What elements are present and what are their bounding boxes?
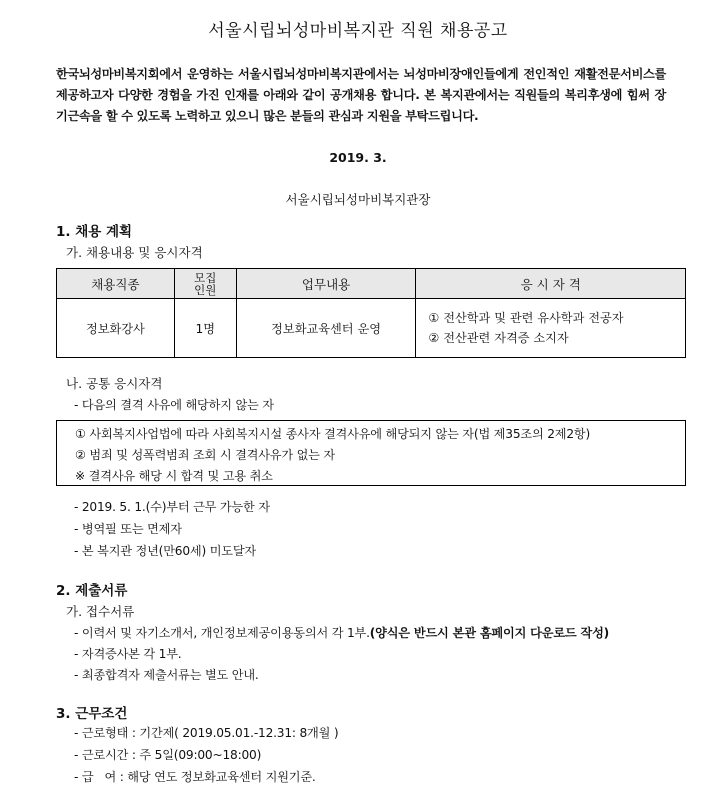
- cell-count: 1명: [174, 299, 236, 358]
- intro-paragraph: 한국뇌성마비복지회에서 운영하는 서울시립뇌성마비복지관에서는 뇌성마비장애인들에게 전인적인 재활전문서비스를 제공하고자 다양한 경험을 가진 인재를 아래와 같이 공개채용 합니다. 본 복지관에서는 직원들의 복리후생에 힘써 장기근속을 할 수 있도록 노력하고 있으니 많은 분들의 관심과 지원을 부탁드립니다.: [56, 67, 666, 123]
- section-1-sub-a: 가. 채용내용 및 응시자격: [66, 245, 203, 260]
- list-item: - 근로형태 : 기간제( 2019.05.01.-12.31: 8개월 ): [74, 726, 339, 740]
- section-2-sub-a: 가. 접수서류: [66, 604, 135, 619]
- section-3-heading: 3. 근무조건: [56, 706, 128, 722]
- qualification-item: ① 전산학과 및 관련 유사학과 전공자: [428, 311, 624, 325]
- list-item: - 자격증사본 각 1부.: [74, 647, 182, 661]
- box-item: ① 사회복지사업법에 따라 사회복지시설 종사자 결격사유에 해당되지 않는 자(법 제35조의 2제2항): [75, 427, 590, 441]
- section-1-heading: 1. 채용 계획: [56, 224, 133, 240]
- box-item: ② 범죄 및 성폭력범죄 조회 시 결격사유가 없는 자: [75, 448, 336, 462]
- notice-date: 2019. 3.: [329, 150, 387, 165]
- list-item: [74, 624, 609, 641]
- list-item: - 병역필 또는 면제자: [74, 522, 182, 536]
- documents-item-emphasis: (양식은 반드시 본관 홈페이지 다운로드 작성): [369, 626, 610, 640]
- list-item: - 근로시간 : 주 5일(09:00~18:00): [74, 748, 262, 762]
- cell-job: 정보화강사: [57, 299, 175, 358]
- list-item: - 2019. 5. 1.(수)부터 근무 가능한 자: [74, 500, 270, 514]
- recruitment-table: [56, 268, 686, 358]
- document-title: 서울시립뇌성마비복지관 직원 채용공고: [208, 21, 508, 41]
- header-job-type: 채용직종: [57, 269, 175, 299]
- list-item: - 급 여 : 해당 연도 정보화교육센터 지원기준.: [74, 770, 316, 784]
- table-header-row: [57, 269, 686, 299]
- header-qualifications: 응 시 자 격: [416, 269, 686, 299]
- cell-duty: 정보화교육센터 운영: [236, 299, 416, 358]
- section-1-sub-b: 나. 공통 응시자격: [66, 376, 163, 391]
- section-2-heading: 2. 제출서류: [56, 583, 128, 599]
- header-duty: 업무내용: [236, 269, 416, 299]
- cell-qualifications: [416, 299, 686, 358]
- disqualification-box: [56, 420, 686, 486]
- header-headcount: [174, 269, 236, 299]
- list-item: - 최종합격자 제출서류는 별도 안내.: [74, 668, 259, 682]
- sub-b-item: - 다음의 결격 사유에 해당하지 않는 자: [74, 398, 274, 412]
- header-headcount-label: 모집인원: [194, 270, 217, 297]
- issuer-name: 서울시립뇌성마비복지관장: [285, 192, 431, 207]
- box-item: ※ 결격사유 해당 시 합격 및 고용 취소: [75, 469, 273, 483]
- documents-item-text: - 이력서 및 자기소개서, 개인정보제공이용동의서 각 1부.: [74, 626, 370, 640]
- qualification-item: ② 전산관련 자격증 소지자: [428, 331, 569, 345]
- list-item: - 본 복지관 정년(만60세) 미도달자: [74, 544, 256, 558]
- table-row: [57, 299, 686, 358]
